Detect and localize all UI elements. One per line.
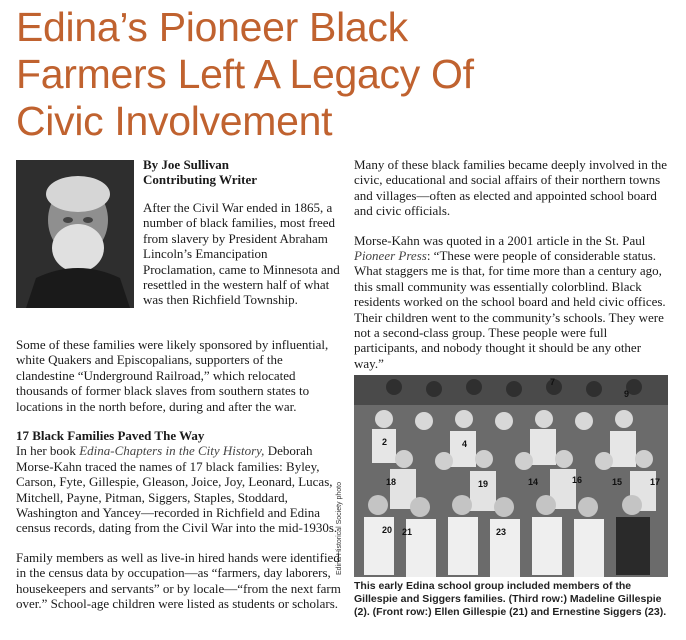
photo-number-14: 14 [528, 477, 539, 487]
right-paragraph-2-start: Morse-Kahn was quoted in a 2001 article in the St. Paul [354, 232, 646, 248]
left-paragraph-3: Family members as well as live-in hired hands were identified in the census data by occupation—as “farmers, day laborers, housekeepers and servants” or by locale—“from the next farm over.” School-age children were listed as students or scholars. [16, 549, 341, 612]
portrait-image [16, 160, 134, 308]
photo-number-21: 21 [402, 527, 413, 537]
article-headline [16, 4, 676, 145]
right-paragraph-2-rest: : “These were people of considerable status. What staggers me is that, for time more than a century ago, this small community was essentially colorblind. Black residents worked on the school board and held civic offices. Their children went to the community’s schools. They were not a second-class group. These people were full participants, and nobody thought it should be any other way.” [354, 248, 666, 371]
byline-author: By Joe Sullivan [143, 157, 229, 172]
photo-number-4: 4 [462, 439, 468, 449]
school-group-photo [354, 375, 668, 577]
book-title: Edina-Chapters in the City History, [79, 443, 265, 459]
left-paragraph-2 [16, 443, 344, 535]
school-group-image [354, 375, 668, 577]
intro-paragraph: After the Civil War ended in 1865, a number of black families, most freed from slavery by President Abraham Lincoln’s Emancipation Proclamation, came to Minnesota and resettled in the western half of what was then Richfield Township. [143, 200, 340, 308]
left-column [16, 337, 344, 626]
photo-number-23: 23 [496, 527, 507, 537]
photo-credit-text: Edina Historical Society photo [336, 482, 343, 575]
photo-number-15: 15 [612, 477, 623, 487]
left-paragraph-1: Some of these families were likely sponsored by influential, white Quakers and Episcopalians, supporters of the clandestine “Underground Railroad,” which relocated thousands of former black slaves from southern states to locations in the north before, during and after the war. [16, 337, 329, 414]
photo-caption: This early Edina school group included members of the Gillespie and Siggers families. (Third row:) Madeline Gillespie (2). (Front row:) Ellen Gillespie (21) and Ernestine Siggers (23). [354, 580, 667, 618]
photo-number-2: 2 [382, 437, 388, 447]
photo-number-7: 7 [550, 377, 556, 387]
right-paragraph-2 [354, 233, 672, 372]
headline-line-2: Farmers Left A Legacy Of [16, 51, 474, 97]
byline [143, 157, 343, 187]
right-paragraph-1: Many of these black families became deeply involved in the civic, educational and social affairs of their northern towns and villages—often as elected and appointed school board and civic officials. [354, 157, 667, 219]
author-portrait [16, 160, 134, 308]
photo-number-16: 16 [572, 475, 583, 485]
byline-role: Contributing Writer [143, 172, 257, 187]
right-column [354, 157, 672, 385]
headline-line-3: Civic Involvement [16, 98, 333, 144]
left-paragraph-2-rest: Deborah Morse-Kahn traced the names of 17 black families: Byley, Carson, Fyte, Gillespie, Gleason, Joice, Joy, Leonard, Lucas, Mitchell, Payne, Pitman, Siggers, Staples, Stoddard, Washington and Yancey—recorded in Richfield and Edina census records, dating from the Civil War into the mid-1930s. [16, 443, 338, 536]
photo-number-18: 18 [386, 477, 397, 487]
headline-line-1: Edina’s Pioneer Black [16, 4, 408, 50]
photo-number-20: 20 [382, 525, 393, 535]
photo-number-17: 17 [650, 477, 661, 487]
photo-number-19: 19 [478, 479, 489, 489]
left-paragraph-2-start: In her book [16, 443, 80, 459]
photo-number-9: 9 [624, 389, 630, 399]
section-subhead: 17 Black Families Paved The Way [16, 428, 205, 444]
publication-name: Pioneer Press [354, 248, 427, 264]
